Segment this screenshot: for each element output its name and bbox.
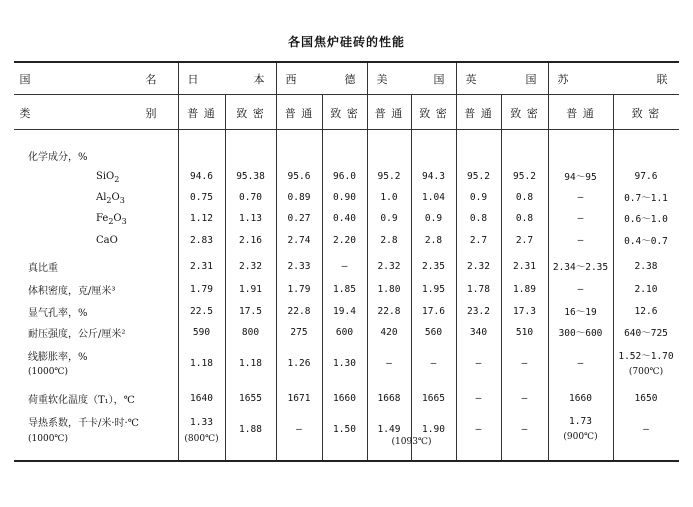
country-name-left: 苏 [557, 73, 571, 86]
table-cell: 0.4～0.7 [624, 236, 668, 247]
row-label [28, 325, 178, 339]
table-cell: 1.80 [377, 283, 401, 295]
table-cell: 94～95 [564, 172, 597, 183]
table-cell: 1.78 [467, 283, 490, 295]
row-label-subscript: 2 [114, 174, 120, 184]
table-cell: 0.8 [515, 212, 534, 224]
table-cell: 0.75 [190, 191, 213, 203]
expansion-su-note: (700℃) [628, 367, 664, 377]
table-cell: 590 [192, 326, 211, 338]
table-cell: 0.9 [380, 212, 398, 224]
table-cell: 1668 [377, 392, 401, 404]
table-cell: 22.8 [287, 305, 311, 317]
table-cell: 94.6 [190, 170, 213, 182]
table-cell: 1.18 [190, 357, 213, 369]
row-label-text: SiO [96, 170, 115, 182]
table-cell: 1.26 [287, 357, 311, 369]
table-cell: 0.70 [239, 191, 262, 203]
country-name-left: 日 [187, 73, 201, 86]
type-label: 普 通 [187, 107, 216, 120]
table-cell: 560 [424, 326, 443, 338]
table-cell: 2.10 [634, 283, 658, 295]
conductivity-su-note: (900℃) [563, 432, 598, 442]
table-cell: 1.91 [239, 283, 262, 295]
table-cell: 2.7 [515, 234, 534, 246]
table-cell: 1.89 [513, 283, 536, 295]
table-cell: 1.50 [333, 423, 356, 435]
column-divider [322, 94, 323, 460]
row-label-subscript: 2 [106, 195, 112, 205]
row-label-text: O [113, 212, 122, 224]
table-cell: 2.83 [190, 234, 213, 246]
table-cell: 2.74 [287, 234, 311, 246]
table-cell: 1.49 [377, 423, 401, 435]
type-label: 普 通 [374, 107, 404, 120]
row-label-text: 真比重 [28, 262, 58, 274]
table-cell: 0.8 [515, 191, 534, 203]
column-divider [225, 94, 226, 460]
table-cell: 0.9 [469, 191, 488, 203]
row-label-text: CaO [96, 234, 118, 246]
row-label-text: O [111, 191, 120, 203]
table-cell: 0.89 [287, 191, 311, 203]
table-cell: 510 [515, 326, 534, 338]
table-cell: 0.40 [333, 212, 356, 224]
table-cell: 2.32 [377, 260, 401, 272]
table-cell: 1.0 [380, 191, 398, 203]
table-cell: — [475, 357, 482, 369]
table-cell: 97.6 [634, 170, 658, 182]
table-cell: 1.52～1.70 [618, 351, 674, 362]
row-label-text: Al [96, 191, 107, 203]
table-cell: — [521, 392, 528, 404]
table-cell: 1.73 [569, 415, 592, 427]
table-cell: 2.8 [380, 234, 398, 246]
softening-label: 荷重软化温度（T₁），℃ [28, 394, 135, 406]
table-cell: 2.20 [333, 234, 356, 246]
country-name-right: 国 [433, 73, 447, 86]
row-label-text: 体积密度，克/厘米³ [28, 285, 116, 297]
table-cell: 22.5 [190, 305, 213, 317]
table-cell: — [577, 191, 584, 203]
table-cell: 2.34～2.35 [552, 262, 609, 273]
type-label: 普 通 [284, 107, 314, 120]
conductivity-note: (1000℃) [28, 434, 68, 444]
table-cell: — [386, 357, 392, 369]
table-cell: — [577, 212, 584, 224]
header-divider [14, 94, 679, 95]
type-label: 致 密 [330, 107, 359, 120]
table-cell: 0.9 [424, 212, 443, 224]
table-cell: 1665 [422, 392, 445, 404]
type-label: 普 通 [464, 107, 493, 120]
table-cell: 600 [335, 326, 354, 338]
table-cell: — [475, 392, 482, 404]
country-name-right: 联 [656, 73, 670, 86]
table-cell: 22.8 [377, 305, 401, 317]
table-cell: 1.33 [190, 416, 213, 428]
header-bottom-divider [14, 129, 679, 130]
table-cell: 23.2 [467, 305, 490, 317]
type-label: 致 密 [419, 107, 448, 120]
row-label-subscript: 3 [119, 195, 125, 205]
table-cell: 0.8 [469, 212, 488, 224]
table-cell: 0.90 [333, 191, 356, 203]
conductivity-us-note: (1093℃) [391, 437, 432, 447]
table-cell: 800 [241, 326, 260, 338]
row-label-subscript: 2 [108, 216, 114, 226]
table-cell: 2.16 [239, 234, 262, 246]
table-cell: 1640 [190, 392, 213, 404]
table-cell: 1.95 [422, 283, 445, 295]
row-label-subscript: 3 [121, 216, 127, 226]
table-cell: 1.90 [422, 423, 445, 435]
table-cell: — [430, 357, 437, 369]
table-cell: 1660 [333, 392, 356, 404]
table-cell: 95.38 [236, 170, 265, 182]
table-cell: 17.6 [422, 305, 445, 317]
table-cell: 2.7 [469, 234, 488, 246]
table-cell: 19.4 [333, 305, 356, 317]
row-label-text: 显气孔率，% [28, 307, 88, 319]
country-name-right: 德 [344, 73, 358, 86]
table-cell: 1671 [287, 392, 311, 404]
country-name-right: 国 [525, 73, 539, 86]
table-cell: — [475, 423, 482, 435]
row-label [28, 282, 178, 296]
table-cell: — [643, 423, 649, 435]
table-cell: 0.7～1.1 [624, 193, 668, 204]
table-cell: 16～19 [564, 307, 597, 318]
table-cell: 12.6 [634, 305, 658, 317]
type-label: 致 密 [631, 107, 661, 120]
column-divider [613, 94, 614, 460]
table-cell: 95.2 [513, 170, 536, 182]
table-cell: 1650 [634, 392, 658, 404]
table-cell: 2.8 [424, 234, 443, 246]
type-label-left: 类 [19, 107, 33, 120]
table-cell: 0.6～1.0 [624, 214, 668, 225]
table-cell: 1.85 [333, 283, 356, 295]
table-cell: 96.0 [333, 170, 356, 182]
country-name-left: 美 [376, 73, 390, 86]
table-cell: — [296, 423, 302, 435]
row-label-text: 耐压强度，公斤/厘米² [28, 328, 126, 340]
table-cell: 1.88 [239, 423, 262, 435]
conductivity-jp-note: (800℃) [184, 434, 219, 444]
table-cell: — [341, 260, 348, 272]
table-cell: 1.12 [190, 212, 213, 224]
table-cell: 1.79 [190, 283, 213, 295]
column-divider [501, 94, 502, 460]
table-cell: 2.33 [287, 260, 311, 272]
table-cell: 2.32 [239, 260, 262, 272]
country-name-right: 本 [253, 73, 267, 86]
table-cell: 1660 [569, 392, 592, 404]
table-cell: 94.3 [422, 170, 445, 182]
table-cell: 17.3 [513, 305, 536, 317]
expansion-label: 线膨胀率，% [28, 351, 88, 363]
table-cell: 1.30 [333, 357, 356, 369]
country-label-left: 国 [19, 73, 33, 86]
type-label: 普 通 [566, 107, 595, 120]
column-divider [411, 94, 412, 460]
table-cell: 1655 [239, 392, 262, 404]
table-cell: 1.04 [422, 191, 445, 203]
table-cell: 300～600 [558, 328, 603, 339]
type-label-right: 别 [145, 107, 159, 120]
expansion-note: (1000℃) [28, 367, 68, 377]
table-cell: 1.13 [239, 212, 262, 224]
table-cell: 17.5 [239, 305, 262, 317]
table-title: 各国焦炉硅砖的性能 [287, 35, 405, 49]
type-label: 致 密 [236, 107, 265, 120]
table-cell: — [577, 234, 584, 246]
table-cell: 2.35 [422, 260, 445, 272]
table-cell: 2.31 [513, 260, 536, 272]
table-cell: 2.38 [634, 260, 658, 272]
table-cell: 1.18 [239, 357, 262, 369]
table-cell: 420 [380, 326, 398, 338]
type-label: 致 密 [510, 107, 539, 120]
table-cell: 95.2 [377, 170, 401, 182]
table-cell: 95.2 [467, 170, 490, 182]
table-cell: 95.6 [287, 170, 311, 182]
table-cell: — [521, 423, 528, 435]
row-label [28, 259, 178, 273]
row-label-text: Fe [96, 212, 109, 224]
table-cell: — [577, 283, 584, 295]
table-cell: — [577, 357, 584, 369]
table-cell: 0.27 [287, 212, 311, 224]
table-cell: 1.79 [287, 283, 311, 295]
row-label [28, 304, 178, 318]
properties-table [14, 61, 679, 462]
table-cell: 2.31 [190, 260, 213, 272]
table-cell: 275 [290, 326, 308, 338]
country-name-left: 西 [285, 73, 299, 86]
country-label-right: 名 [145, 73, 159, 86]
conductivity-label: 导热系数，千卡/米·时·℃ [28, 417, 139, 429]
section-label: 化学成分，% [28, 151, 88, 163]
table-cell: 2.32 [467, 260, 490, 272]
table-cell: 640～725 [624, 328, 668, 339]
table-cell: — [521, 357, 528, 369]
table-cell: 340 [469, 326, 488, 338]
country-name-left: 英 [465, 73, 479, 86]
